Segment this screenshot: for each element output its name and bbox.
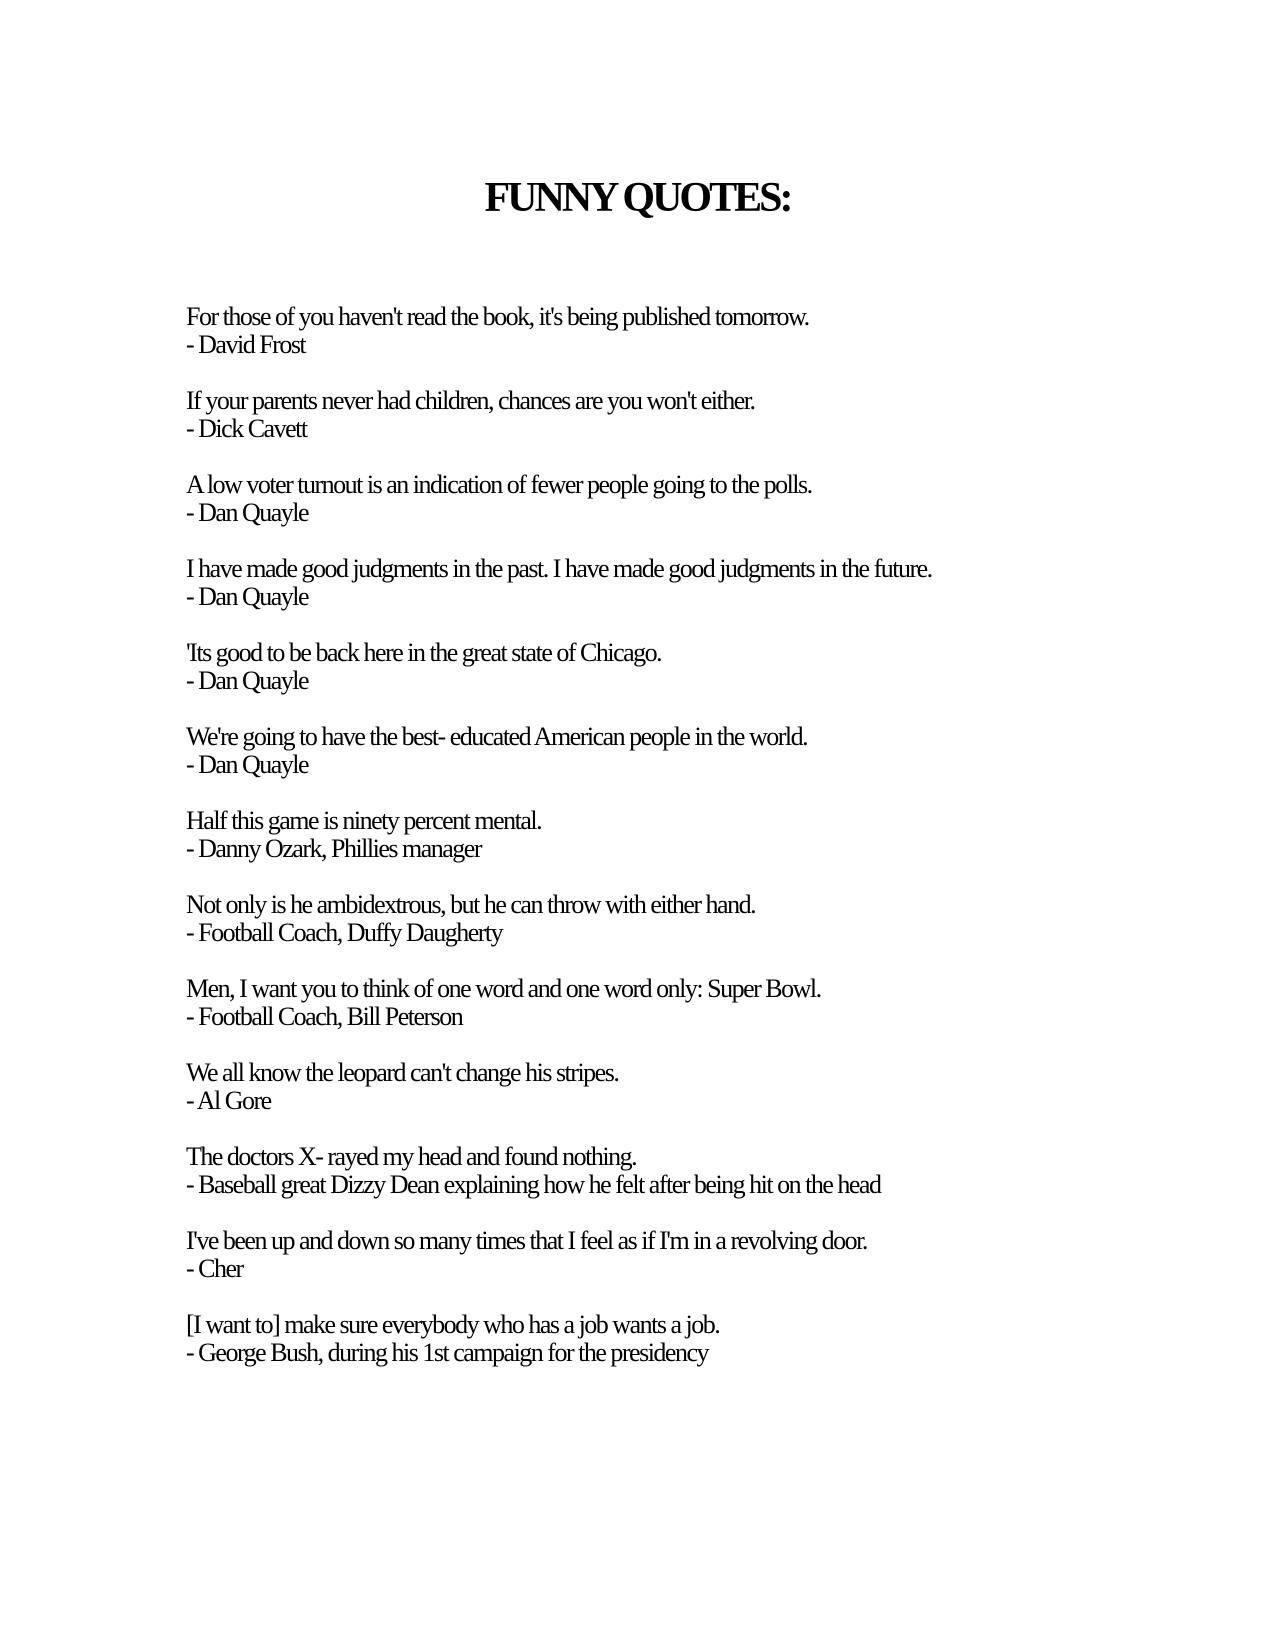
quote-paragraph	[186, 807, 1275, 863]
quote-attribution: - Baseball great Dizzy Dean explaining how he felt after being hit on the head	[186, 1170, 881, 1199]
quote-attribution: - Football Coach, Bill Peterson	[186, 1002, 463, 1031]
quote-text: Half this game is ninety percent mental.	[186, 806, 542, 835]
quote-text: If your parents never had children, chances are you won't either.	[186, 386, 755, 415]
quote-paragraph	[186, 387, 1275, 443]
quotes-list	[186, 303, 1275, 1367]
quote-attribution: - Dick Cavett	[186, 414, 307, 443]
quote-text: The doctors X- rayed my head and found nothing.	[186, 1142, 637, 1171]
quote-paragraph	[186, 891, 1275, 947]
quote-paragraph	[186, 1311, 1275, 1367]
quote-text: [I want to] make sure everybody who has a job wants a job.	[186, 1310, 720, 1339]
quote-attribution: - Danny Ozark, Phillies manager	[186, 834, 482, 863]
quote-attribution: - Al Gore	[186, 1086, 271, 1115]
quote-paragraph	[186, 471, 1275, 527]
quote-attribution: - Dan Quayle	[186, 666, 309, 695]
quote-attribution: - Dan Quayle	[186, 750, 309, 779]
quote-attribution: - Football Coach, Duffy Daugherty	[186, 918, 503, 947]
quote-paragraph	[186, 1227, 1275, 1283]
quote-text: For those of you haven't read the book, it's being published tomorrow.	[186, 302, 809, 331]
quote-paragraph	[186, 1143, 1275, 1199]
quote-paragraph	[186, 975, 1275, 1031]
quote-paragraph	[186, 303, 1275, 359]
quote-text: I have made good judgments in the past. I have made good judgments in the future.	[186, 554, 932, 583]
quote-text: We all know the leopard can't change his stripes.	[186, 1058, 619, 1087]
page-title: FUNNY QUOTES:	[484, 175, 791, 221]
quote-text: Not only is he ambidextrous, but he can throw with either hand.	[186, 890, 756, 919]
quote-paragraph	[186, 1059, 1275, 1115]
quote-paragraph	[186, 639, 1275, 695]
quote-text: 'Its good to be back here in the great state of Chicago.	[186, 638, 662, 667]
quote-attribution: - David Frost	[186, 330, 306, 359]
quote-text: A low voter turnout is an indication of fewer people going to the polls.	[186, 470, 812, 499]
quote-attribution: - Dan Quayle	[186, 582, 309, 611]
quote-paragraph	[186, 555, 1275, 611]
quote-text: I've been up and down so many times that I feel as if I'm in a revolving door.	[186, 1226, 867, 1255]
quote-attribution: - George Bush, during his 1st campaign for the presidency	[186, 1338, 708, 1367]
quote-attribution: - Cher	[186, 1254, 243, 1283]
quote-text: We're going to have the best- educated American people in the world.	[186, 722, 808, 751]
quote-text: Men, I want you to think of one word and one word only: Super Bowl.	[186, 974, 821, 1003]
quote-paragraph	[186, 723, 1275, 779]
quote-attribution: - Dan Quayle	[186, 498, 309, 527]
